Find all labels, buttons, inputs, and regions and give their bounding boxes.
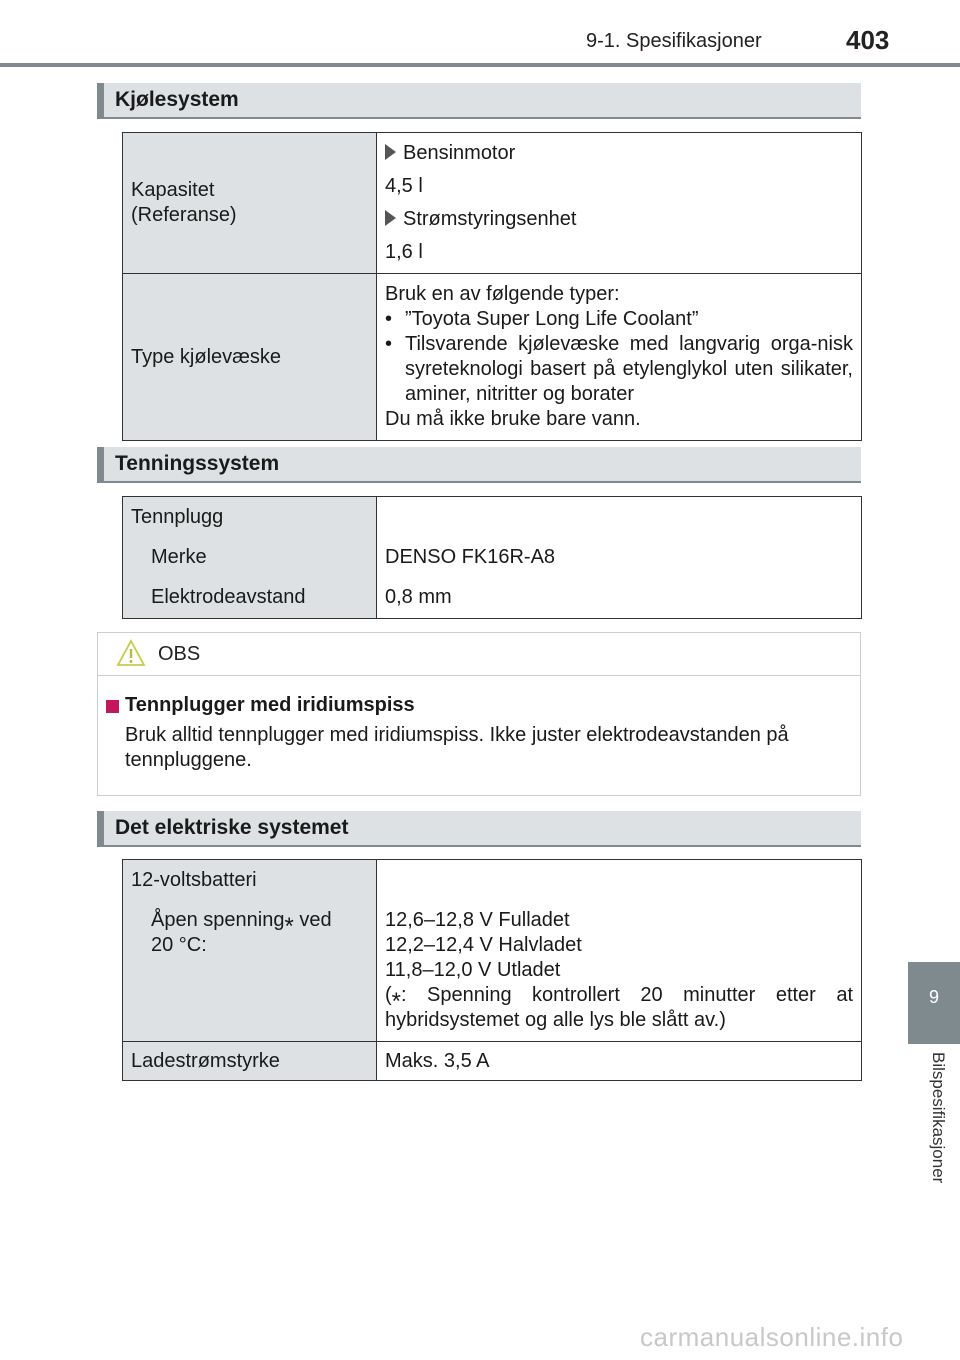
notice-box [97, 632, 861, 796]
table-row [123, 860, 862, 1042]
section-heading-ignition [97, 447, 861, 483]
section-heading-electrical [97, 811, 861, 847]
table-row [123, 274, 862, 441]
warning-triangle-icon [116, 639, 146, 667]
list-item: • ”Toyota Super Long Life Coolant” [385, 308, 699, 330]
capacity-value-cell [377, 133, 862, 274]
list-item: • Tilsvarende kjølevæske med langvarig orga-nisk syreteknologi basert på etylenglykol uten silikater, aminer, nitritter og borater [385, 333, 853, 405]
notice-header [98, 633, 860, 676]
heading-accent-bar [97, 447, 104, 481]
open-voltage-temp: 20 °C: [151, 934, 207, 956]
pcu-row: Strømstyringsenhet [385, 207, 853, 232]
pcu-capacity: 1,6 l [385, 241, 423, 263]
charge-current-label: Ladestrømstyrke [123, 1042, 377, 1081]
spark-plug-label-cell [123, 497, 377, 619]
make-label: Merke [151, 546, 207, 568]
table-row [123, 133, 862, 274]
spark-plug-label: Tennplugg [131, 506, 224, 528]
section-title: Tenningssystem [115, 452, 280, 475]
voltage-half: 12,2–12,4 V Halvladet [385, 934, 582, 956]
voltage-empty: 11,8–12,0 V Utladet [385, 959, 561, 981]
heading-accent-bar [97, 811, 104, 845]
watermark: carmanualsonline.info [640, 1322, 904, 1352]
engine-capacity: 4,5 l [385, 175, 423, 197]
table-row [123, 497, 862, 619]
capacity-label-ref: (Referanse) [131, 204, 237, 226]
spark-plug-value-cell [377, 497, 862, 619]
section-title: Det elektriske systemet [115, 816, 349, 839]
chapter-tab[interactable]: 9 [908, 962, 960, 1044]
square-bullet-icon [106, 700, 119, 713]
capacity-label: Kapasitet [131, 179, 215, 201]
make-value: DENSO FK16R-A8 [385, 546, 556, 568]
section-title: Kjølesystem [115, 88, 239, 111]
chapter-title: 9-1. Spesifikasjoner [586, 30, 762, 52]
section-heading-cooling [97, 83, 861, 119]
triangle-bullet-icon [385, 144, 396, 160]
voltage-full: 12,6–12,8 V Fulladet [385, 909, 570, 931]
cooling-table [122, 132, 862, 441]
table-row [123, 1042, 862, 1081]
triangle-bullet-icon [385, 210, 396, 226]
voltage-footnote: (*: Spenning kontrollert 20 minutter etter at hybridsystemet og alle lys ble slått av.) [385, 984, 853, 1031]
electrical-table [122, 859, 862, 1081]
battery-value-cell [377, 860, 862, 1042]
notice-body: Bruk alltid tennplugger med iridiumspiss. Ikke juster elektrodeavstanden på tennpluggene. [125, 724, 789, 771]
capacity-label-cell [123, 133, 377, 274]
coolant-type-value: Bruk en av følgende typer: • ”Toyota Super Long Life Coolant” • Tilsvarende kjølevæske med langvarig orga-nisk syreteknologi basert på etylenglykol uten silikater, aminer, nitritter og borater Du må ikke bruke bare vann. [377, 274, 862, 441]
chapter-tab-label: Bilspesifikasjoner [929, 1052, 948, 1184]
engine-row: Bensinmotor [385, 141, 853, 166]
page-number: 403 [846, 25, 890, 55]
open-voltage-label: Åpen spenning* ved [151, 909, 332, 940]
battery-label: 12-voltsbatteri [131, 869, 257, 891]
notice-title: Tennplugger med iridiumspiss [125, 694, 415, 716]
gap-value: 0,8 mm [385, 586, 452, 608]
charge-current-value: Maks. 3,5 A [377, 1042, 862, 1081]
notice-label: OBS [158, 643, 201, 665]
gap-label: Elektrodeavstand [151, 586, 306, 608]
ignition-table [122, 496, 862, 619]
header-divider [0, 63, 960, 67]
coolant-type-label: Type kjølevæske [123, 274, 377, 441]
heading-accent-bar [97, 83, 104, 117]
battery-label-cell [123, 860, 377, 1042]
